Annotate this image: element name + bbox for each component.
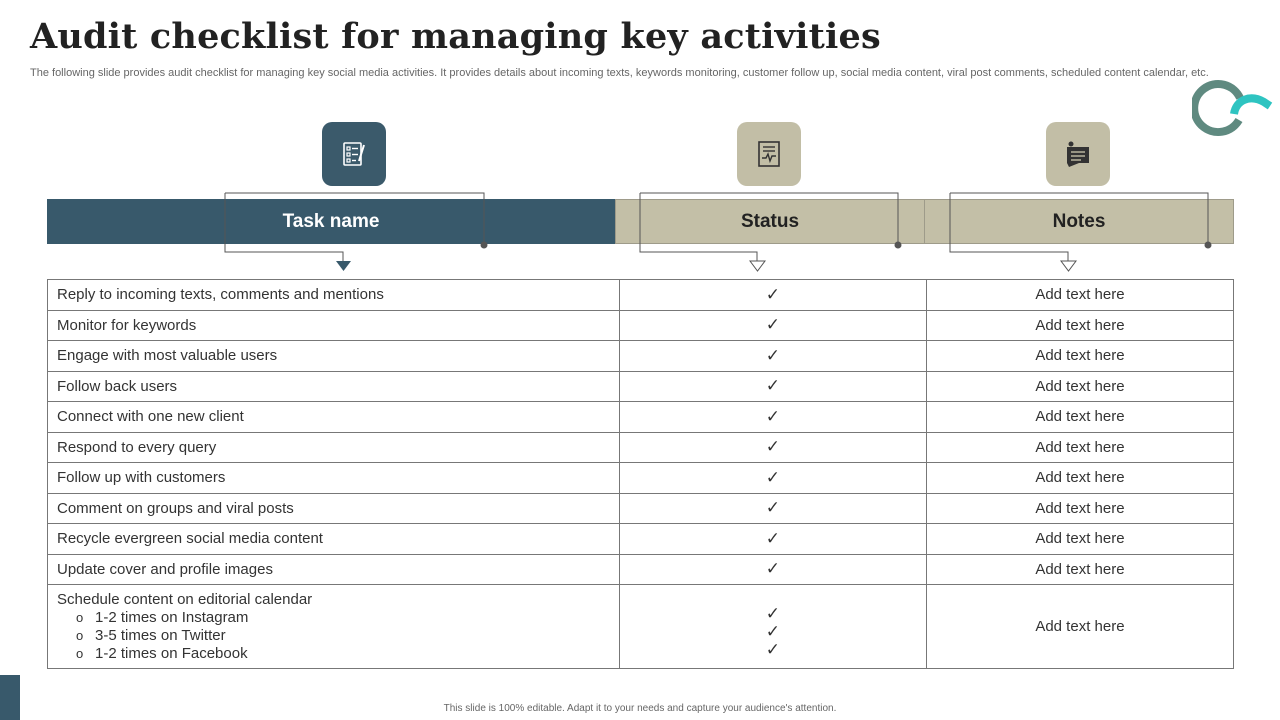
table-row	[48, 280, 1234, 311]
list-item: o 1-2 times on Facebook	[76, 644, 248, 662]
table-row	[48, 493, 1234, 524]
document-chart-icon	[737, 122, 801, 186]
check-icon: ✓	[765, 621, 781, 641]
table-row	[48, 310, 1234, 341]
status-cell	[619, 585, 926, 669]
note-cell: Add text here	[926, 432, 1233, 463]
note-cell: Add text here	[926, 493, 1233, 524]
checklist-table	[47, 279, 1234, 669]
checklist-pen-icon	[322, 122, 386, 186]
check-icon: ✓	[765, 639, 781, 659]
page-title: Audit checklist for managing key activities	[30, 16, 881, 57]
note-cell: Add text here	[926, 371, 1233, 402]
note-cell: Add text here	[926, 310, 1233, 341]
logo-icon	[1192, 80, 1274, 140]
note-cell: Add text here	[926, 524, 1233, 555]
task-cell	[48, 585, 620, 669]
task-cell: Comment on groups and viral posts	[48, 493, 620, 524]
list-item: o 3-5 times on Twitter	[76, 626, 226, 644]
table-row-schedule	[48, 585, 1234, 669]
table-row	[48, 432, 1234, 463]
note-cell: Add text here	[926, 585, 1233, 669]
header-task-label: Task name	[282, 210, 380, 232]
footer-note: This slide is 100% editable. Adapt it to your needs and capture your audience's attention.	[443, 703, 837, 714]
status-arrow-icon	[750, 261, 765, 271]
task-arrow-icon	[336, 261, 351, 271]
task-cell: Respond to every query	[48, 432, 620, 463]
header-notes	[924, 199, 1234, 244]
notes-arrow-icon	[1061, 261, 1076, 271]
header-notes-label: Notes	[1052, 210, 1106, 232]
table-row	[48, 402, 1234, 433]
task-cell: Follow back users	[48, 371, 620, 402]
check-icon: ✓	[619, 402, 926, 433]
check-icon: ✓	[619, 493, 926, 524]
check-icon: ✓	[619, 280, 926, 311]
table-row	[48, 341, 1234, 372]
table-row	[48, 524, 1234, 555]
schedule-sub-list	[57, 609, 619, 663]
task-cell: Recycle evergreen social media content	[48, 524, 620, 555]
note-cell: Add text here	[926, 554, 1233, 585]
check-icon: ✓	[619, 310, 926, 341]
page-subtitle: The following slide provides audit checklist for managing key social media activities. It provides details about incoming texts, keywords monitoring, customer follow up, social media content, viral post comments, scheduled content calendar, etc.	[30, 67, 1209, 79]
notepad-pin-icon	[1046, 122, 1110, 186]
check-icon: ✓	[765, 603, 781, 623]
check-icon: ✓	[619, 554, 926, 585]
list-item: o 1-2 times on Instagram	[76, 608, 249, 626]
task-cell: Connect with one new client	[48, 402, 620, 433]
table-row	[48, 554, 1234, 585]
schedule-task-label: Schedule content on editorial calendar	[57, 590, 313, 608]
task-cell: Monitor for keywords	[48, 310, 620, 341]
note-cell: Add text here	[926, 402, 1233, 433]
check-icon: ✓	[619, 432, 926, 463]
note-cell: Add text here	[926, 280, 1233, 311]
task-cell: Update cover and profile images	[48, 554, 620, 585]
header-status	[615, 199, 925, 244]
header-task-name	[47, 199, 615, 244]
header-status-label: Status	[740, 210, 800, 232]
task-cell: Engage with most valuable users	[48, 341, 620, 372]
check-icon: ✓	[619, 371, 926, 402]
note-cell: Add text here	[926, 341, 1233, 372]
check-icon: ✓	[619, 463, 926, 494]
table-row	[48, 371, 1234, 402]
task-cell: Reply to incoming texts, comments and mentions	[48, 280, 620, 311]
note-cell: Add text here	[926, 463, 1233, 494]
task-cell: Follow up with customers	[48, 463, 620, 494]
table-row	[48, 463, 1234, 494]
check-icon: ✓	[619, 524, 926, 555]
check-icon: ✓	[619, 341, 926, 372]
